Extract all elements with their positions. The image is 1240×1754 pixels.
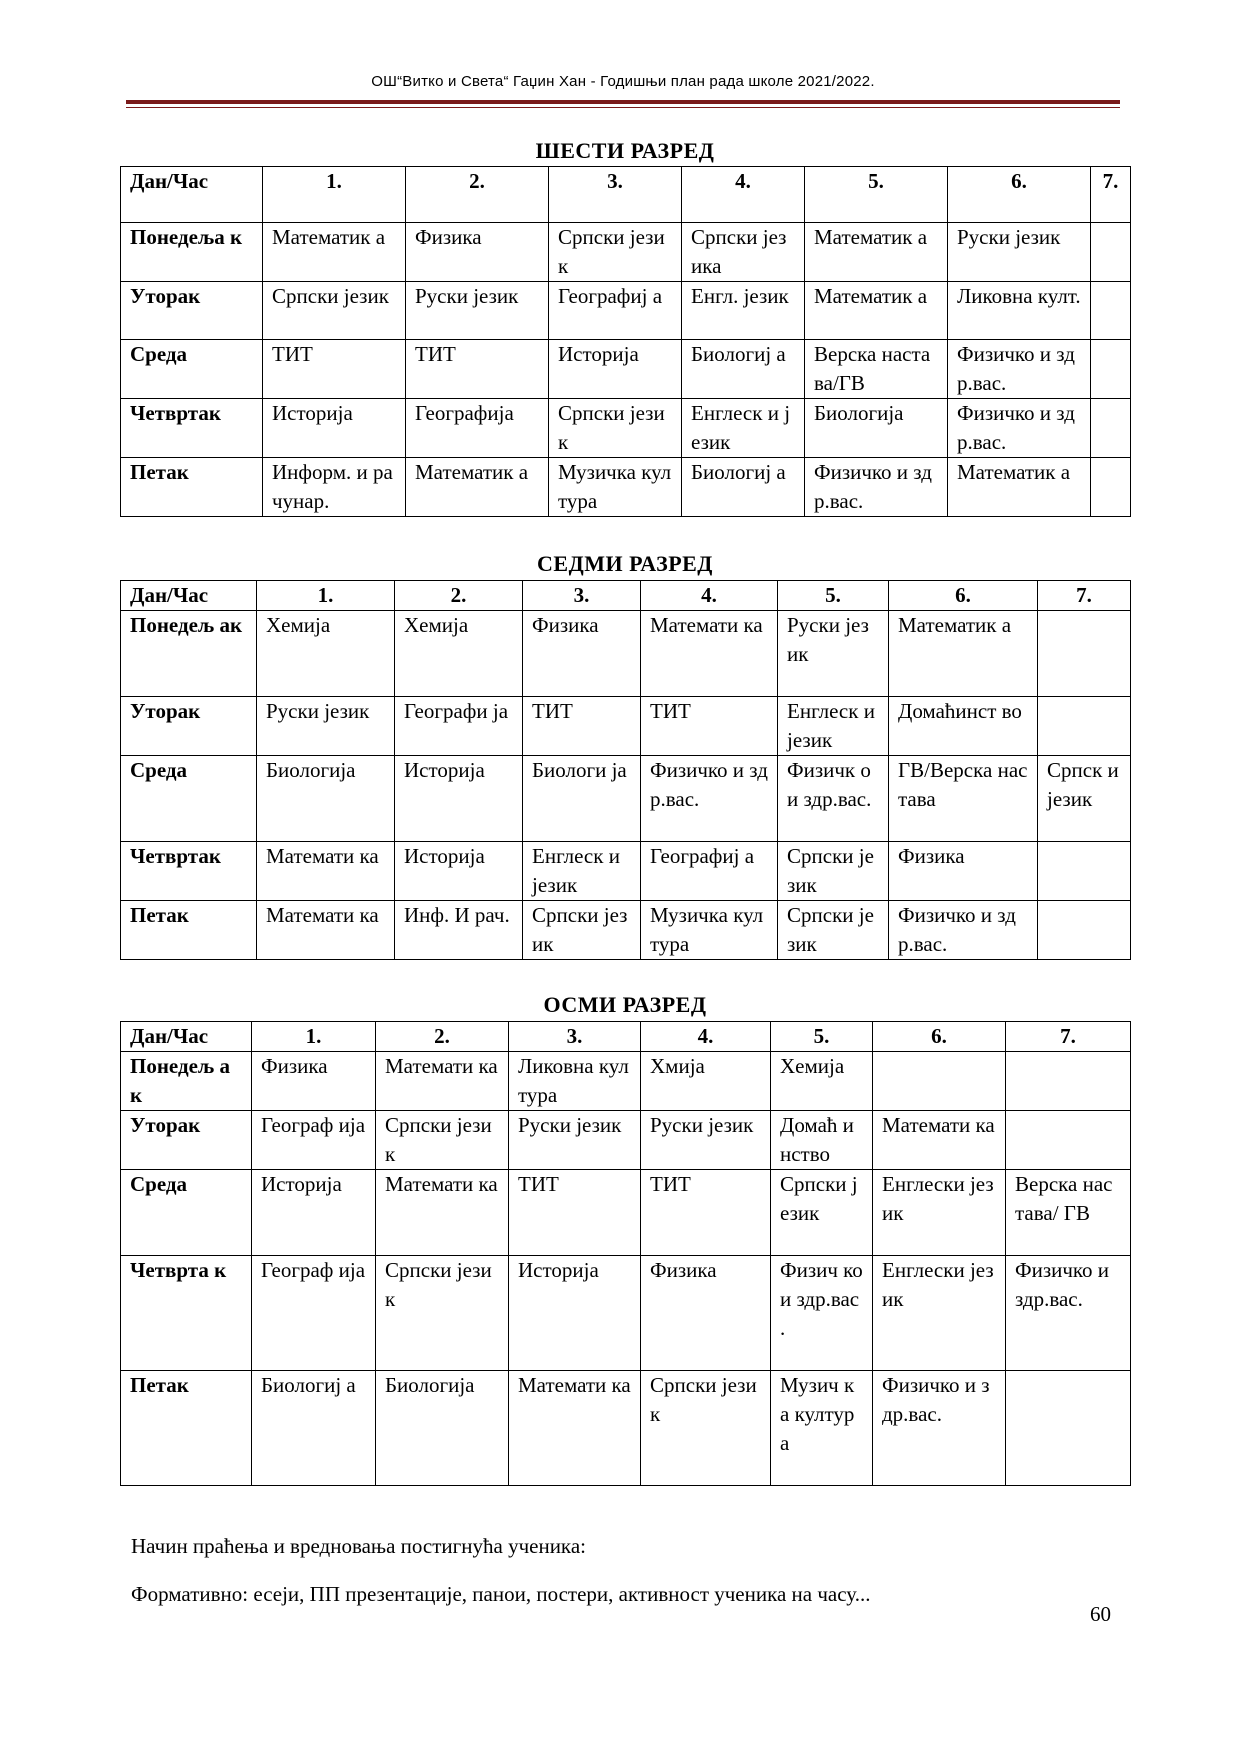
header-row (121, 167, 1131, 223)
subject-cell: ТИТ (263, 340, 406, 399)
table-row (121, 697, 1131, 756)
subject-cell: Српски језик (263, 282, 406, 340)
subject-cell: Српски језик (376, 1256, 509, 1371)
subject-cell: Ликовна култура (509, 1052, 641, 1111)
day-cell: Петак (121, 458, 263, 517)
subject-cell: Руски језик (948, 223, 1091, 282)
subject-cell: Физика (889, 842, 1038, 901)
subject-cell: Физичко и здр.вас. (948, 399, 1091, 458)
subject-cell: Математик а (805, 223, 948, 282)
table-row (121, 842, 1131, 901)
subject-cell: Математик а (263, 223, 406, 282)
subject-cell: Српск и језик (1038, 756, 1131, 842)
column-header-period: 4. (682, 167, 805, 223)
header-row (121, 1022, 1131, 1052)
subject-cell: Музич ка култур а (771, 1371, 873, 1486)
subject-cell: Српски језик (376, 1111, 509, 1170)
column-header-period: 7. (1038, 581, 1131, 611)
formative-assessment-text: Формативно: есеји, ПП презентације, панои, постери, активност ученика на часу... (131, 1582, 871, 1606)
subject-cell: Математи ка (376, 1170, 509, 1256)
subject-cell: Руски језик (509, 1111, 641, 1170)
subject-cell: Српски језик (778, 842, 889, 901)
timetable-grade-6 (120, 166, 1131, 517)
day-cell: Понедељ ак (121, 1052, 252, 1111)
column-header-period: 7. (1006, 1022, 1131, 1052)
subject-cell: Енглески језик (873, 1256, 1006, 1371)
subject-cell: Музичка култура (549, 458, 682, 517)
subject-cell: Математи ка (509, 1371, 641, 1486)
section-title-grade-7: СЕДМИ РАЗРЕД (537, 551, 713, 576)
subject-cell: Математи ка (641, 611, 778, 697)
subject-cell: Географиј а (549, 282, 682, 340)
subject-cell: Српски језик (778, 901, 889, 960)
subject-cell (1038, 611, 1131, 697)
subject-cell: Енглеск и језик (523, 842, 641, 901)
subject-cell: Математи ка (873, 1111, 1006, 1170)
column-header-period: 2. (376, 1022, 509, 1052)
subject-cell (873, 1052, 1006, 1111)
subject-cell: Енглеск и језик (778, 697, 889, 756)
subject-cell: ТИТ (641, 697, 778, 756)
subject-cell (1038, 842, 1131, 901)
subject-cell: Руски језик (778, 611, 889, 697)
header-rule-thin (126, 107, 1120, 108)
day-cell: Четвртак (121, 399, 263, 458)
subject-cell: Руски језик (406, 282, 549, 340)
column-header-period: 1. (257, 581, 395, 611)
subject-cell: Хемија (395, 611, 523, 697)
table-row (121, 1256, 1131, 1371)
day-cell: Среда (121, 340, 263, 399)
subject-cell: Историја (549, 340, 682, 399)
subject-cell: Биологија (805, 399, 948, 458)
subject-cell (1006, 1052, 1131, 1111)
subject-cell: Географиј а (641, 842, 778, 901)
table-row (121, 901, 1131, 960)
subject-cell: Историја (395, 842, 523, 901)
subject-cell: Српски језик (549, 223, 682, 282)
subject-cell: Географи ја (395, 697, 523, 756)
subject-cell (1091, 282, 1131, 340)
day-cell: Уторак (121, 1111, 252, 1170)
section-title-grade-6: ШЕСТИ РАЗРЕД (535, 138, 715, 163)
subject-cell: Физичко и здр.вас. (873, 1371, 1006, 1486)
subject-cell: Математик а (406, 458, 549, 517)
subject-cell: Биологи ја (523, 756, 641, 842)
subject-cell: Српски језик (523, 901, 641, 960)
column-header-period: 6. (889, 581, 1038, 611)
subject-cell: ГВ/Верска настава (889, 756, 1038, 842)
subject-cell (1091, 458, 1131, 517)
table-row (121, 399, 1131, 458)
column-header-period: 3. (509, 1022, 641, 1052)
subject-cell: Историја (263, 399, 406, 458)
table-row (121, 282, 1131, 340)
column-header-period: 6. (873, 1022, 1006, 1052)
table-row (121, 1371, 1131, 1486)
subject-cell: Хемија (257, 611, 395, 697)
day-cell: Петак (121, 901, 257, 960)
day-cell: Понедељ ак (121, 611, 257, 697)
subject-cell: Домаћинст во (889, 697, 1038, 756)
subject-cell: Српски језик (549, 399, 682, 458)
day-cell: Четврта к (121, 1256, 252, 1371)
subject-cell (1038, 697, 1131, 756)
subject-cell: Физичко и здр.вас. (805, 458, 948, 517)
table-row (121, 458, 1131, 517)
subject-cell: Физика (523, 611, 641, 697)
subject-cell: Историја (509, 1256, 641, 1371)
subject-cell (1006, 1371, 1131, 1486)
subject-cell: Математик а (805, 282, 948, 340)
subject-cell: Физика (406, 223, 549, 282)
subject-cell: Математик а (948, 458, 1091, 517)
subject-cell: Географ ија (252, 1256, 376, 1371)
subject-cell: Математи ка (257, 842, 395, 901)
timetable-grade-8 (120, 1021, 1131, 1486)
subject-cell: Географија (406, 399, 549, 458)
subject-cell: Домаћ инство (771, 1111, 873, 1170)
column-header-day-period: Дан/Час (121, 581, 257, 611)
header-rule-thick (126, 100, 1120, 104)
subject-cell: Историја (395, 756, 523, 842)
subject-cell: Физичк о и здр.вас. (778, 756, 889, 842)
subject-cell: Верска настава/ ГВ (1006, 1170, 1131, 1256)
subject-cell: Руски језик (641, 1111, 771, 1170)
day-cell: Среда (121, 756, 257, 842)
subject-cell: ТИТ (509, 1170, 641, 1256)
subject-cell: Биологиј а (682, 340, 805, 399)
subject-cell: Биологиј а (252, 1371, 376, 1486)
column-header-period: 7. (1091, 167, 1131, 223)
subject-cell: Информ. и рачунар. (263, 458, 406, 517)
subject-cell: Физичко и здр.вас. (948, 340, 1091, 399)
column-header-period: 3. (523, 581, 641, 611)
column-header-period: 1. (252, 1022, 376, 1052)
subject-cell: Ликовна култ. (948, 282, 1091, 340)
subject-cell: ТИТ (523, 697, 641, 756)
table-row (121, 1052, 1131, 1111)
subject-cell (1038, 901, 1131, 960)
subject-cell: Физич ко и здр.вас . (771, 1256, 873, 1371)
subject-cell: Математи ка (257, 901, 395, 960)
column-header-day-period: Дан/Час (121, 1022, 252, 1052)
subject-cell: Руски језик (257, 697, 395, 756)
subject-cell: Верска настава/ГВ (805, 340, 948, 399)
table-row (121, 756, 1131, 842)
subject-cell: Биологија (376, 1371, 509, 1486)
day-cell: Уторак (121, 282, 263, 340)
column-header-period: 1. (263, 167, 406, 223)
subject-cell: Хмија (641, 1052, 771, 1111)
subject-cell: Хемија (771, 1052, 873, 1111)
column-header-period: 3. (549, 167, 682, 223)
day-cell: Четвртак (121, 842, 257, 901)
subject-cell: Математик а (889, 611, 1038, 697)
subject-cell (1091, 223, 1131, 282)
table-row (121, 340, 1131, 399)
section-title-grade-8: ОСМИ РАЗРЕД (543, 992, 707, 1017)
subject-cell: ТИТ (406, 340, 549, 399)
column-header-period: 6. (948, 167, 1091, 223)
timetable-grade-7 (120, 580, 1131, 960)
column-header-period: 2. (395, 581, 523, 611)
subject-cell (1091, 340, 1131, 399)
subject-cell: Географ ија (252, 1111, 376, 1170)
subject-cell: Биологиј а (682, 458, 805, 517)
subject-cell: Енглеск и језик (682, 399, 805, 458)
subject-cell: Историја (252, 1170, 376, 1256)
subject-cell: Физика (641, 1256, 771, 1371)
day-cell: Среда (121, 1170, 252, 1256)
column-header-period: 4. (641, 581, 778, 611)
subject-cell: Енгл. језик (682, 282, 805, 340)
running-header: ОШ“Витко и Света“ Гаџин Хан - Годишњи план рада школе 2021/2022. (371, 73, 875, 90)
day-cell: Уторак (121, 697, 257, 756)
table-row (121, 1170, 1131, 1256)
subject-cell: Српски језик (641, 1371, 771, 1486)
column-header-period: 5. (771, 1022, 873, 1052)
subject-cell: Енглески језик (873, 1170, 1006, 1256)
subject-cell: Биологија (257, 756, 395, 842)
column-header-period: 5. (805, 167, 948, 223)
column-header-period: 4. (641, 1022, 771, 1052)
column-header-period: 5. (778, 581, 889, 611)
table-row (121, 1111, 1131, 1170)
header-row (121, 581, 1131, 611)
subject-cell (1091, 399, 1131, 458)
column-header-day-period: Дан/Час (121, 167, 263, 223)
table-row (121, 611, 1131, 697)
day-cell: Понедеља к (121, 223, 263, 282)
subject-cell: Српски језика (682, 223, 805, 282)
subject-cell: Физичко и здр.вас. (889, 901, 1038, 960)
subject-cell: ТИТ (641, 1170, 771, 1256)
subject-cell: Физичко и здр.вас. (1006, 1256, 1131, 1371)
subject-cell (1006, 1111, 1131, 1170)
column-header-period: 2. (406, 167, 549, 223)
page-number: 60 (1090, 1602, 1111, 1626)
table-row (121, 223, 1131, 282)
subject-cell: Инф. И рач. (395, 901, 523, 960)
subject-cell: Музичка култура (641, 901, 778, 960)
subject-cell: Математи ка (376, 1052, 509, 1111)
subject-cell: Физика (252, 1052, 376, 1111)
subject-cell: Српски језик (771, 1170, 873, 1256)
assessment-method-heading: Начин праћења и вредновања постигнућа ученика: (131, 1534, 586, 1558)
subject-cell: Физичко и здр.вас. (641, 756, 778, 842)
day-cell: Петак (121, 1371, 252, 1486)
